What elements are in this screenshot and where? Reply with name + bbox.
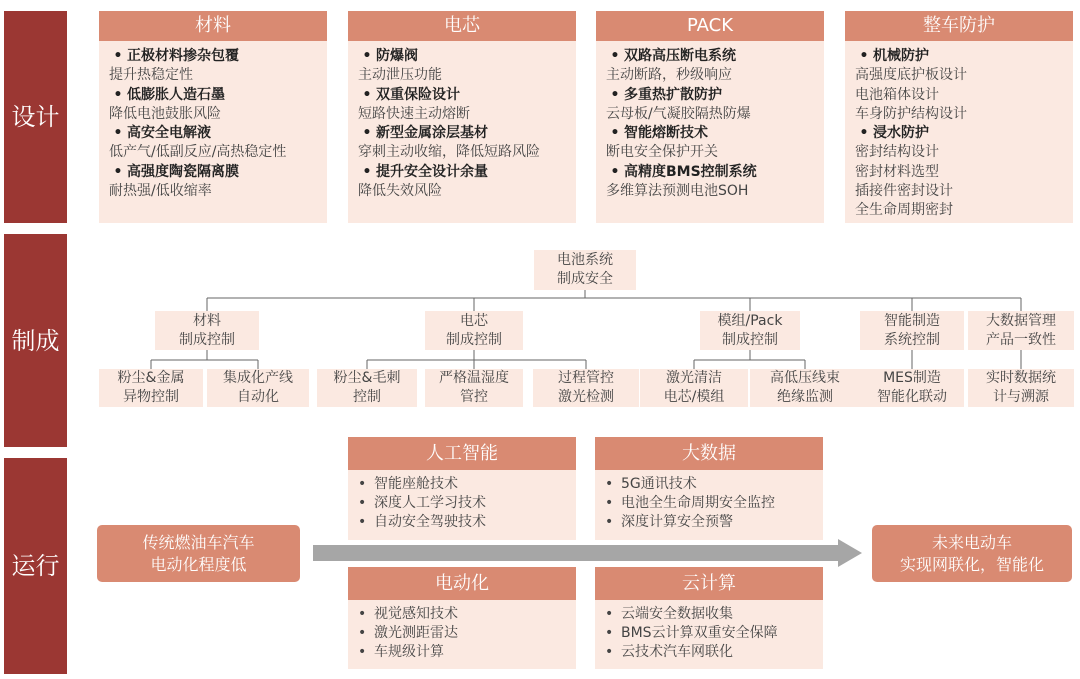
operation-item: • 云技术汽车网联化 — [621, 643, 823, 662]
design-item-desc: 断电安全保护开关 — [606, 144, 718, 161]
row-label-manufacture: 制成 — [4, 234, 67, 447]
operation-item: • BMS云计算双重安全保障 — [621, 624, 823, 643]
manufacture-control-item: 过程管控 激光检测 — [533, 369, 639, 407]
operation-item: • 智能座舱技术 — [374, 475, 576, 494]
design-card-title: 电芯 — [348, 11, 576, 41]
manufacture-control-item: MES制造 智能化联动 — [860, 369, 964, 407]
manufacture-group: 电芯 制成控制 — [425, 311, 523, 350]
design-item-title: • 浸水防护 — [855, 124, 1063, 143]
design-item-title: • 双重保险设计 — [358, 86, 566, 105]
operation-item: • 视觉感知技术 — [374, 605, 576, 624]
operation-card-title: 电动化 — [348, 567, 576, 600]
design-item-title: • 智能熔断技术 — [606, 124, 814, 143]
design-item-title: • 低膨胀人造石墨 — [109, 86, 317, 105]
operation-card — [595, 437, 823, 540]
design-item-desc: 全生命周期密封 — [855, 202, 953, 219]
design-item-title: • 高安全电解液 — [109, 124, 317, 143]
design-item-desc: 降低失效风险 — [358, 183, 442, 200]
design-item-title: • 双路高压断电系统 — [606, 47, 814, 66]
design-item-desc: 车身防护结构设计 — [855, 105, 967, 122]
manufacture-control-item: 高低压线束 绝缘监测 — [750, 369, 860, 407]
design-item-desc: 主动断路，秒级响应 — [606, 67, 732, 84]
operation-item: • 激光测距雷达 — [374, 624, 576, 643]
manufacture-group: 材料 制成控制 — [155, 311, 259, 350]
design-item-desc: 插接件密封设计 — [855, 183, 953, 200]
design-item-title: • 高精度BMS控制系统 — [606, 163, 814, 182]
design-card-title: PACK — [596, 11, 824, 41]
design-item-title: • 多重热扩散防护 — [606, 86, 814, 105]
operation-item: • 自动安全驾驶技术 — [374, 513, 576, 532]
operation-item: • 深度人工学习技术 — [374, 494, 576, 513]
row-label-design: 设计 — [4, 11, 67, 223]
design-item-title: • 机械防护 — [855, 47, 1063, 66]
start-state-box: 传统燃油车汽车 电动化程度低 — [97, 525, 300, 582]
design-item-desc: 提升热稳定性 — [109, 67, 193, 84]
design-item-desc: 高强度底护板设计 — [855, 67, 967, 84]
operation-card-title: 云计算 — [595, 567, 823, 600]
manufacture-group: 智能制造 系统控制 — [860, 311, 964, 350]
row-label-operation: 运行 — [4, 458, 67, 674]
operation-card-title: 大数据 — [595, 437, 823, 470]
design-item-title: • 正极材料掺杂包覆 — [109, 47, 317, 66]
operation-card — [595, 567, 823, 669]
operation-item: • 深度计算安全预警 — [621, 513, 823, 532]
design-item-title: • 新型金属涂层基材 — [358, 124, 566, 143]
operation-item: • 电池全生命周期安全监控 — [621, 494, 823, 513]
operation-card-title: 人工智能 — [348, 437, 576, 470]
manufacture-control-item: 粉尘&毛刺 控制 — [317, 369, 417, 407]
design-item-desc: 多维算法预测电池SOH — [606, 183, 749, 200]
manufacture-control-item: 实时数据统 计与溯源 — [968, 369, 1074, 407]
manufacture-group: 大数据管理 产品一致性 — [968, 311, 1074, 350]
operation-item: • 云端安全数据收集 — [621, 605, 823, 624]
design-item-title: • 高强度陶瓷隔离膜 — [109, 163, 317, 182]
design-item-desc: 短路快速主动熔断 — [358, 105, 470, 122]
design-item-desc: 电池箱体设计 — [855, 86, 939, 103]
design-item-desc: 密封材料选型 — [855, 163, 939, 180]
manufacture-root: 电池系统 制成安全 — [534, 250, 636, 290]
operation-item: • 5G通讯技术 — [621, 475, 823, 494]
design-item-desc: 降低电池鼓胀风险 — [109, 105, 221, 122]
design-item-desc: 主动泄压功能 — [358, 67, 442, 84]
design-item-title: • 防爆阀 — [358, 47, 566, 66]
manufacture-group: 模组/Pack 制成控制 — [700, 311, 800, 350]
operation-card — [348, 437, 576, 540]
manufacture-control-item: 激光清洁 电芯/模组 — [640, 369, 748, 407]
manufacture-control-item: 集成化产线 自动化 — [207, 369, 309, 407]
design-item-title: • 提升安全设计余量 — [358, 163, 566, 182]
end-state-box: 未来电动车 实现网联化，智能化 — [872, 525, 1072, 582]
design-item-desc: 耐热强/低收缩率 — [109, 183, 212, 200]
operation-card — [348, 567, 576, 669]
design-card-title: 材料 — [99, 11, 327, 41]
design-item-desc: 低产气/低副反应/高热稳定性 — [109, 144, 287, 161]
manufacture-control-item: 严格温湿度 管控 — [425, 369, 523, 407]
operation-item: • 车规级计算 — [374, 643, 576, 662]
design-item-desc: 云母板/气凝胶隔热防爆 — [606, 105, 751, 122]
design-item-desc: 密封结构设计 — [855, 144, 939, 161]
design-item-desc: 穿刺主动收缩，降低短路风险 — [358, 144, 540, 161]
design-card-title: 整车防护 — [845, 11, 1073, 41]
manufacture-control-item: 粉尘&金属 异物控制 — [99, 369, 203, 407]
